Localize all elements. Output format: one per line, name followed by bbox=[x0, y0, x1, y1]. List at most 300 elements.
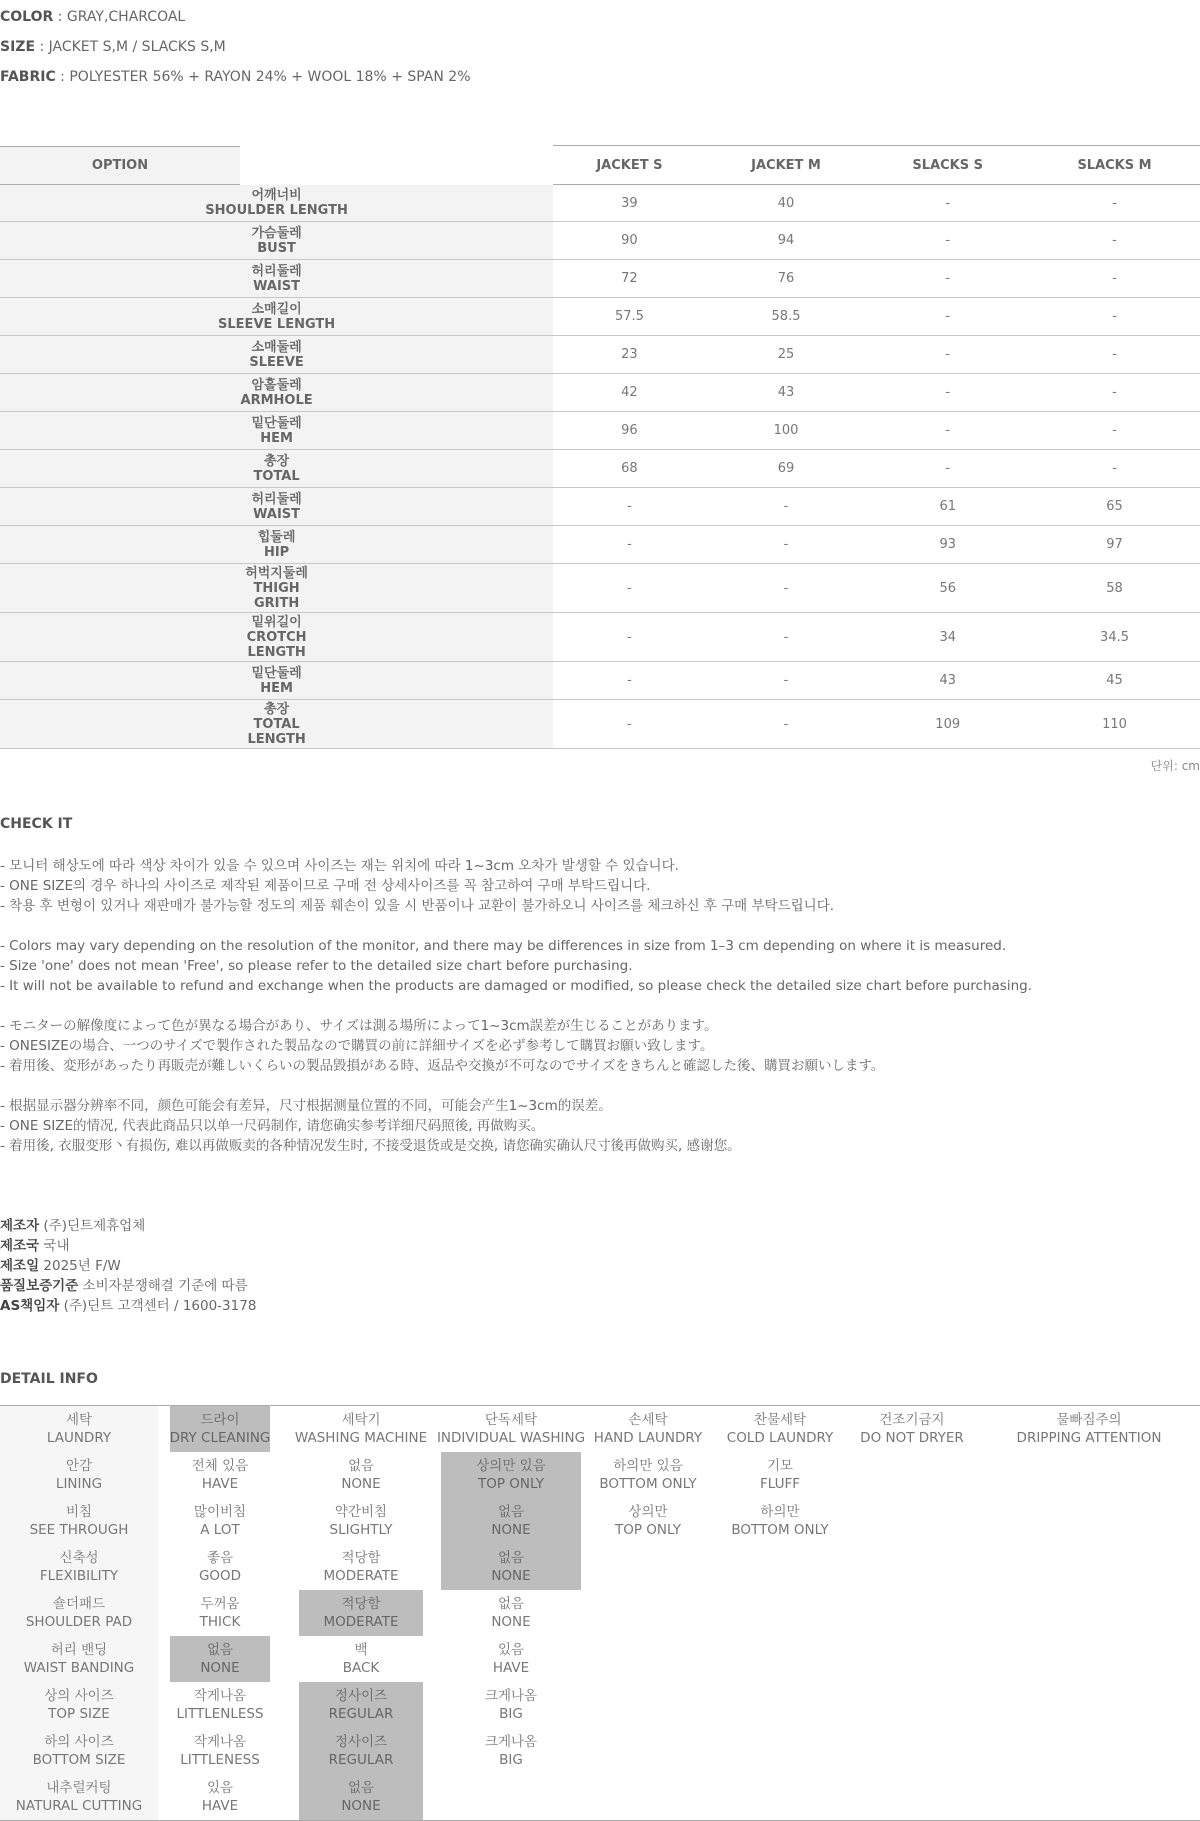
detail-option-en: TOP ONLY bbox=[477, 1476, 544, 1492]
detail-option-en: HAVE bbox=[492, 1660, 530, 1676]
detail-option bbox=[760, 1452, 800, 1498]
detail-cell bbox=[582, 1636, 714, 1682]
detail-cell bbox=[846, 1636, 978, 1682]
manufacturer-label: AS책임자 bbox=[0, 1298, 60, 1314]
size-table bbox=[0, 145, 1200, 749]
detail-option bbox=[170, 1728, 270, 1774]
detail-cell bbox=[978, 1774, 1200, 1821]
detail-cell bbox=[158, 1498, 282, 1544]
size-row-label bbox=[0, 662, 553, 700]
size-label-en: TOTAL bbox=[253, 468, 300, 484]
size-label-ko: 소매길이 bbox=[251, 301, 302, 317]
detail-option bbox=[731, 1498, 828, 1544]
detail-option-en: LITTLENESS bbox=[180, 1752, 260, 1768]
check-line: - Colors may vary depending on the resolution of the monitor, and there may be differences in size from 1–3 cm depending on where it is measured. bbox=[0, 938, 1007, 954]
size-cell: 43 bbox=[706, 374, 867, 412]
detail-option-ko: 좋음 bbox=[206, 1550, 234, 1566]
manufacturer-line bbox=[0, 1256, 256, 1276]
detail-label-en: SHOULDER PAD bbox=[25, 1614, 133, 1630]
size-cell: - bbox=[1029, 374, 1200, 412]
detail-option-ko: 적당함 bbox=[341, 1596, 381, 1612]
detail-option bbox=[294, 1406, 428, 1452]
detail-label-en: WAIST BANDING bbox=[23, 1660, 135, 1676]
detail-cell bbox=[714, 1452, 846, 1498]
detail-option-en: DRY CLEANING bbox=[169, 1430, 271, 1446]
size-cell: 68 bbox=[553, 450, 705, 488]
detail-option-en: NONE bbox=[200, 1660, 240, 1676]
detail-option bbox=[299, 1452, 423, 1498]
detail-cell bbox=[978, 1636, 1200, 1682]
detail-option bbox=[170, 1452, 270, 1498]
info-line bbox=[0, 62, 471, 92]
check-line: - 着用後、変形があったり再販売が難しいくらいの製品毀損がある時、返品や交換が不可なのでサイズをきちんと確認した後、購買お願いします。 bbox=[0, 1058, 885, 1074]
detail-cell bbox=[282, 1636, 440, 1682]
size-cell: 25 bbox=[706, 336, 867, 374]
detail-label-en: BOTTOM SIZE bbox=[32, 1752, 126, 1768]
detail-cell bbox=[846, 1682, 978, 1728]
detail-option-en: MODERATE bbox=[323, 1568, 399, 1584]
detail-cell bbox=[582, 1452, 714, 1498]
detail-option-selected bbox=[441, 1452, 581, 1498]
size-label-en: TOTAL LENGTH bbox=[247, 716, 306, 747]
detail-row-label bbox=[0, 1774, 158, 1821]
detail-cell bbox=[158, 1774, 282, 1821]
size-row bbox=[0, 526, 1200, 564]
size-label-ko: 어깨너비 bbox=[251, 187, 302, 203]
detail-row bbox=[0, 1682, 1200, 1728]
size-label-ko: 총장 bbox=[264, 701, 290, 717]
detail-row bbox=[0, 1636, 1200, 1682]
manufacturer-line bbox=[0, 1276, 256, 1296]
detail-cell bbox=[846, 1544, 978, 1590]
check-line: - It will not be available to refund and exchange when the products are damaged or modified, so please check the detailed size chart before purchasing. bbox=[0, 978, 1032, 994]
size-label-ko: 밑단둘레 bbox=[251, 415, 302, 431]
size-label-en: WAIST bbox=[253, 278, 301, 294]
size-row bbox=[0, 412, 1200, 450]
detail-option-en: DRIPPING ATTENTION bbox=[1016, 1430, 1162, 1446]
size-label-ko: 가슴둘레 bbox=[251, 225, 302, 241]
detail-label-en: NATURAL CUTTING bbox=[15, 1798, 143, 1814]
detail-label-en: SEE THROUGH bbox=[29, 1522, 129, 1538]
size-cell: 90 bbox=[553, 222, 705, 260]
detail-cell bbox=[582, 1498, 714, 1544]
size-cell: 110 bbox=[1029, 700, 1200, 749]
detail-label-ko: 안감 bbox=[65, 1458, 93, 1474]
manufacturer-value: 소비자분쟁해결 기준에 따름 bbox=[78, 1278, 248, 1294]
detail-cell bbox=[440, 1590, 582, 1636]
size-label-en: HEM bbox=[260, 430, 293, 446]
detail-cell bbox=[582, 1406, 714, 1453]
header-option: OPTION bbox=[0, 146, 240, 185]
manufacturer-value: (주)딘트제휴업체 bbox=[39, 1218, 146, 1234]
manufacturer-info bbox=[0, 1216, 256, 1316]
size-cell: 34 bbox=[866, 613, 1029, 662]
manufacturer-label: 제조일 bbox=[0, 1258, 40, 1274]
detail-option bbox=[170, 1498, 270, 1544]
detail-option-ko: 정사이즈 bbox=[334, 1688, 388, 1704]
size-row-label bbox=[0, 526, 553, 564]
size-label-en: CROTCH LENGTH bbox=[246, 629, 307, 660]
size-cell: 61 bbox=[866, 488, 1029, 526]
detail-cell bbox=[440, 1774, 582, 1821]
header-jacket-s: JACKET S bbox=[553, 146, 705, 185]
detail-option-selected bbox=[170, 1406, 270, 1452]
check-line: - ONE SIZE的情况, 代表此商品只以单一尺码制作, 请您确实参考详细尺码照後, 再做购买。 bbox=[0, 1118, 545, 1134]
size-label-ko: 소매둘레 bbox=[251, 339, 302, 355]
detail-cell bbox=[978, 1452, 1200, 1498]
detail-option-en: NONE bbox=[341, 1476, 381, 1492]
size-label-en: BUST bbox=[257, 240, 296, 256]
detail-option bbox=[170, 1590, 270, 1636]
detail-cell bbox=[714, 1636, 846, 1682]
size-cell: 93 bbox=[866, 526, 1029, 564]
size-cell: - bbox=[706, 564, 867, 613]
size-cell: - bbox=[866, 450, 1029, 488]
detail-option-ko: 적당함 bbox=[341, 1550, 381, 1566]
size-label-ko: 힙둘레 bbox=[257, 529, 296, 545]
size-cell: - bbox=[1029, 222, 1200, 260]
size-row bbox=[0, 222, 1200, 260]
detail-label-ko: 숄더패드 bbox=[52, 1596, 106, 1612]
size-cell: 58 bbox=[1029, 564, 1200, 613]
size-cell: - bbox=[553, 700, 705, 749]
detail-option-en: COLD LAUNDRY bbox=[726, 1430, 834, 1446]
size-cell: 100 bbox=[706, 412, 867, 450]
size-cell: - bbox=[553, 526, 705, 564]
detail-label-en: LAUNDRY bbox=[46, 1430, 112, 1446]
check-group bbox=[0, 1016, 1200, 1076]
size-label-ko: 밑단둘레 bbox=[251, 665, 302, 681]
detail-option-en: BIG bbox=[499, 1752, 523, 1768]
size-label-ko: 밑위길이 bbox=[251, 614, 302, 630]
header-slacks-s: SLACKS S bbox=[866, 146, 1029, 185]
manufacturer-line bbox=[0, 1216, 256, 1236]
size-label-ko: 허리둘레 bbox=[251, 491, 302, 507]
detail-row bbox=[0, 1498, 1200, 1544]
detail-option-ko: 하의만 bbox=[760, 1504, 800, 1520]
detail-label-ko: 내추럴커팅 bbox=[46, 1780, 112, 1796]
info-line bbox=[0, 2, 471, 32]
size-cell: - bbox=[553, 488, 705, 526]
size-row-label bbox=[0, 260, 553, 298]
size-row bbox=[0, 700, 1200, 749]
size-cell: - bbox=[706, 488, 867, 526]
size-label-ko: 암홀둘레 bbox=[251, 377, 302, 393]
detail-row-label bbox=[0, 1498, 158, 1544]
size-row-label bbox=[0, 374, 553, 412]
detail-cell bbox=[582, 1544, 714, 1590]
detail-info-table bbox=[0, 1405, 1200, 1821]
detail-cell bbox=[846, 1774, 978, 1821]
detail-row bbox=[0, 1452, 1200, 1498]
size-cell: 23 bbox=[553, 336, 705, 374]
detail-option-en: MODERATE bbox=[323, 1614, 399, 1630]
check-group bbox=[0, 936, 1200, 996]
size-cell: - bbox=[1029, 412, 1200, 450]
detail-option-selected bbox=[299, 1590, 423, 1636]
size-table-header bbox=[0, 146, 1200, 185]
detail-label-ko: 신축성 bbox=[59, 1550, 99, 1566]
size-label-en: ARMHOLE bbox=[240, 392, 313, 408]
size-cell: 43 bbox=[866, 662, 1029, 700]
detail-option bbox=[727, 1406, 833, 1452]
size-row-label bbox=[0, 613, 553, 662]
info-label: COLOR bbox=[0, 9, 54, 25]
detail-cell bbox=[714, 1590, 846, 1636]
size-label-en: WAIST bbox=[253, 506, 301, 522]
size-label-ko: 총장 bbox=[264, 453, 290, 469]
detail-option-en: DO NOT DRYER bbox=[860, 1430, 964, 1446]
detail-option bbox=[594, 1406, 702, 1452]
detail-option bbox=[1017, 1406, 1162, 1452]
detail-option-en: NONE bbox=[341, 1798, 381, 1814]
detail-cell bbox=[846, 1406, 978, 1453]
size-row bbox=[0, 450, 1200, 488]
detail-option-selected bbox=[299, 1774, 423, 1820]
size-cell: - bbox=[866, 336, 1029, 374]
detail-cell bbox=[714, 1774, 846, 1821]
info-label: FABRIC bbox=[0, 69, 56, 85]
detail-option-selected bbox=[299, 1728, 423, 1774]
detail-option bbox=[170, 1774, 270, 1820]
detail-option-selected bbox=[299, 1682, 423, 1728]
detail-option-ko: 없음 bbox=[347, 1780, 375, 1796]
detail-option-en: REGULAR bbox=[328, 1706, 394, 1722]
detail-option-en: A LOT bbox=[200, 1522, 240, 1538]
size-cell: 109 bbox=[866, 700, 1029, 749]
detail-option bbox=[441, 1636, 581, 1682]
detail-row-label bbox=[0, 1452, 158, 1498]
detail-option-en: NONE bbox=[491, 1522, 531, 1538]
detail-option-ko: 없음 bbox=[206, 1642, 234, 1658]
size-cell: 97 bbox=[1029, 526, 1200, 564]
detail-row bbox=[0, 1774, 1200, 1821]
detail-option-en: NONE bbox=[491, 1568, 531, 1584]
size-row bbox=[0, 374, 1200, 412]
detail-option-en: GOOD bbox=[198, 1568, 242, 1584]
detail-cell bbox=[714, 1406, 846, 1453]
detail-row-label bbox=[0, 1636, 158, 1682]
check-group bbox=[0, 1096, 1200, 1156]
detail-cell bbox=[436, 1406, 586, 1453]
detail-option-ko: 약간비침 bbox=[334, 1504, 388, 1520]
size-cell: - bbox=[866, 374, 1029, 412]
detail-option-ko: 상의만 있음 bbox=[476, 1458, 546, 1474]
detail-option-ko: 있음 bbox=[497, 1642, 525, 1658]
size-cell: 39 bbox=[553, 185, 705, 222]
detail-option-en: HAVE bbox=[201, 1476, 239, 1492]
size-row bbox=[0, 662, 1200, 700]
detail-option-ko: 기모 bbox=[766, 1458, 794, 1474]
detail-label-ko: 허리 밴딩 bbox=[50, 1642, 108, 1658]
check-line: - 착용 후 변형이 있거나 재판매가 불가능할 정도의 제품 훼손이 있을 시 반품이나 교환이 불가하오니 사이즈를 체크하신 후 구매 부탁드립니다. bbox=[0, 898, 835, 914]
info-value: : JACKET S,M / SLACKS S,M bbox=[35, 39, 226, 55]
detail-cell bbox=[846, 1728, 978, 1774]
detail-option-ko: 작게나옴 bbox=[193, 1734, 247, 1750]
detail-cell bbox=[282, 1590, 440, 1636]
detail-cell bbox=[978, 1544, 1200, 1590]
detail-option-en: LITTLENLESS bbox=[176, 1706, 264, 1722]
detail-option-en: REGULAR bbox=[328, 1752, 394, 1768]
check-line: - ONESIZEの場合、一つのサイズで製作された製品なので購買の前に詳細サイズを必ず参考して購買お願い致します。 bbox=[0, 1038, 714, 1054]
size-cell: 94 bbox=[706, 222, 867, 260]
detail-row-label bbox=[0, 1544, 158, 1590]
detail-row bbox=[0, 1590, 1200, 1636]
info-value: : POLYESTER 56% + RAYON 24% + WOOL 18% + SPAN 2% bbox=[55, 69, 471, 85]
detail-option-ko: 물빠짐주의 bbox=[1056, 1412, 1122, 1428]
size-row bbox=[0, 185, 1200, 222]
size-cell: 56 bbox=[866, 564, 1029, 613]
detail-option bbox=[299, 1498, 423, 1544]
detail-cell bbox=[282, 1452, 440, 1498]
detail-cell bbox=[846, 1452, 978, 1498]
size-cell: - bbox=[866, 260, 1029, 298]
detail-row bbox=[0, 1544, 1200, 1590]
size-cell: 72 bbox=[553, 260, 705, 298]
detail-cell bbox=[440, 1452, 582, 1498]
size-label-en: HIP bbox=[263, 544, 290, 560]
detail-option-en: HAVE bbox=[201, 1798, 239, 1814]
size-cell: - bbox=[706, 662, 867, 700]
size-label-en: SLEEVE LENGTH bbox=[218, 316, 336, 332]
detail-cell bbox=[440, 1544, 582, 1590]
detail-option bbox=[170, 1682, 270, 1728]
size-cell: - bbox=[1029, 185, 1200, 222]
detail-option-ko: 없음 bbox=[497, 1596, 525, 1612]
size-cell: - bbox=[1029, 260, 1200, 298]
size-cell: - bbox=[706, 700, 867, 749]
detail-option-ko: 없음 bbox=[347, 1458, 375, 1474]
detail-row bbox=[0, 1406, 1200, 1453]
detail-label-ko: 하의 사이즈 bbox=[44, 1734, 114, 1750]
detail-cell bbox=[582, 1590, 714, 1636]
detail-option-ko: 크게나옴 bbox=[484, 1734, 538, 1750]
manufacturer-label: 제조국 bbox=[0, 1238, 40, 1254]
detail-option-ko: 상의만 bbox=[628, 1504, 668, 1520]
detail-option-en: BIG bbox=[499, 1706, 523, 1722]
detail-cell bbox=[846, 1498, 978, 1544]
detail-cell bbox=[282, 1406, 440, 1453]
detail-option bbox=[299, 1636, 423, 1682]
size-cell: - bbox=[706, 613, 867, 662]
detail-option bbox=[436, 1406, 586, 1452]
size-cell: 76 bbox=[706, 260, 867, 298]
detail-cell bbox=[282, 1774, 440, 1821]
detail-option-ko: 정사이즈 bbox=[334, 1734, 388, 1750]
size-cell: 40 bbox=[706, 185, 867, 222]
detail-cell bbox=[714, 1498, 846, 1544]
size-cell: - bbox=[553, 662, 705, 700]
detail-option-ko: 건조기금지 bbox=[879, 1412, 945, 1428]
check-line: - Size 'one' does not mean 'Free', so please refer to the detailed size chart before purchasing. bbox=[0, 958, 633, 974]
detail-option-en: BOTTOM ONLY bbox=[599, 1476, 697, 1492]
size-row-label bbox=[0, 336, 553, 374]
detail-cell bbox=[158, 1590, 282, 1636]
detail-option-selected bbox=[441, 1498, 581, 1544]
unit-note: 단위: cm bbox=[1150, 759, 1200, 773]
size-label-en: SLEEVE bbox=[249, 354, 304, 370]
detail-cell bbox=[158, 1728, 282, 1774]
detail-row-label bbox=[0, 1728, 158, 1774]
detail-row bbox=[0, 1728, 1200, 1774]
size-label-ko: 허리둘레 bbox=[251, 263, 302, 279]
size-label-ko: 허벅지둘레 bbox=[245, 565, 308, 581]
detail-option-en: HAND LAUNDRY bbox=[593, 1430, 703, 1446]
detail-option-ko: 작게나옴 bbox=[193, 1688, 247, 1704]
detail-option-en: TOP ONLY bbox=[614, 1522, 681, 1538]
size-cell: - bbox=[553, 613, 705, 662]
detail-label-ko: 비침 bbox=[65, 1504, 93, 1520]
size-row-label bbox=[0, 222, 553, 260]
detail-row-label bbox=[0, 1590, 158, 1636]
detail-cell bbox=[282, 1498, 440, 1544]
manufacturer-label: 품질보증기준 bbox=[0, 1278, 79, 1294]
detail-option-ko: 많이비침 bbox=[193, 1504, 247, 1520]
manufacturer-line bbox=[0, 1236, 256, 1256]
check-line: - ONE SIZE의 경우 하나의 사이즈로 제작된 제품이므로 구매 전 상세사이즈를 꼭 참고하여 구매 부탁드립니다. bbox=[0, 878, 651, 894]
detail-option-ko: 없음 bbox=[497, 1550, 525, 1566]
detail-cell bbox=[714, 1682, 846, 1728]
detail-option-en: NONE bbox=[491, 1614, 531, 1630]
detail-cell bbox=[978, 1498, 1200, 1544]
size-row-label bbox=[0, 564, 553, 613]
detail-cell bbox=[978, 1406, 1200, 1453]
manufacturer-label: 제조자 bbox=[0, 1218, 40, 1234]
detail-cell bbox=[582, 1682, 714, 1728]
check-line: - 着用後, 衣服变形丶有损伤, 难以再做贩卖的各种情况发生时, 不接受退货或是交换, 请您确实确认尺寸後再做购买, 感谢您。 bbox=[0, 1138, 741, 1154]
product-info bbox=[0, 2, 471, 92]
detail-cell bbox=[158, 1452, 282, 1498]
detail-option-ko: 두꺼움 bbox=[200, 1596, 240, 1612]
size-row bbox=[0, 260, 1200, 298]
size-row bbox=[0, 298, 1200, 336]
header-slacks-m: SLACKS M bbox=[1029, 146, 1200, 185]
detail-option-en: THICK bbox=[199, 1614, 241, 1630]
check-it-notes bbox=[0, 856, 1200, 1176]
size-cell: 34.5 bbox=[1029, 613, 1200, 662]
detail-option-ko: 크게나옴 bbox=[484, 1688, 538, 1704]
detail-option-ko: 하의만 있음 bbox=[613, 1458, 683, 1474]
detail-option bbox=[299, 1544, 423, 1590]
size-row-label bbox=[0, 412, 553, 450]
detail-label-ko: 상의 사이즈 bbox=[44, 1688, 114, 1704]
detail-cell bbox=[440, 1636, 582, 1682]
manufacturer-line bbox=[0, 1296, 256, 1316]
detail-cell bbox=[440, 1728, 582, 1774]
detail-option-ko: 단독세탁 bbox=[484, 1412, 538, 1428]
manufacturer-value: 국내 bbox=[39, 1238, 70, 1254]
detail-label-ko: 세탁 bbox=[65, 1412, 93, 1428]
detail-option-en: BACK bbox=[342, 1660, 380, 1676]
detail-label-en: FLEXIBILITY bbox=[39, 1568, 119, 1584]
detail-option bbox=[599, 1452, 696, 1498]
detail-cell bbox=[440, 1498, 582, 1544]
detail-option-en: WASHING MACHINE bbox=[294, 1430, 428, 1446]
detail-cell bbox=[282, 1544, 440, 1590]
size-row bbox=[0, 336, 1200, 374]
detail-cell bbox=[282, 1682, 440, 1728]
detail-option-ko: 찬물세탁 bbox=[753, 1412, 807, 1428]
size-cell: 96 bbox=[553, 412, 705, 450]
detail-option-ko: 세탁기 bbox=[341, 1412, 381, 1428]
detail-cell bbox=[440, 1682, 582, 1728]
detail-option-en: FLUFF bbox=[759, 1476, 801, 1492]
info-line bbox=[0, 32, 471, 62]
detail-option-ko: 전체 있음 bbox=[191, 1458, 249, 1474]
size-cell: 42 bbox=[553, 374, 705, 412]
detail-option-en: BOTTOM ONLY bbox=[731, 1522, 829, 1538]
manufacturer-value: 2025년 F/W bbox=[39, 1258, 121, 1274]
